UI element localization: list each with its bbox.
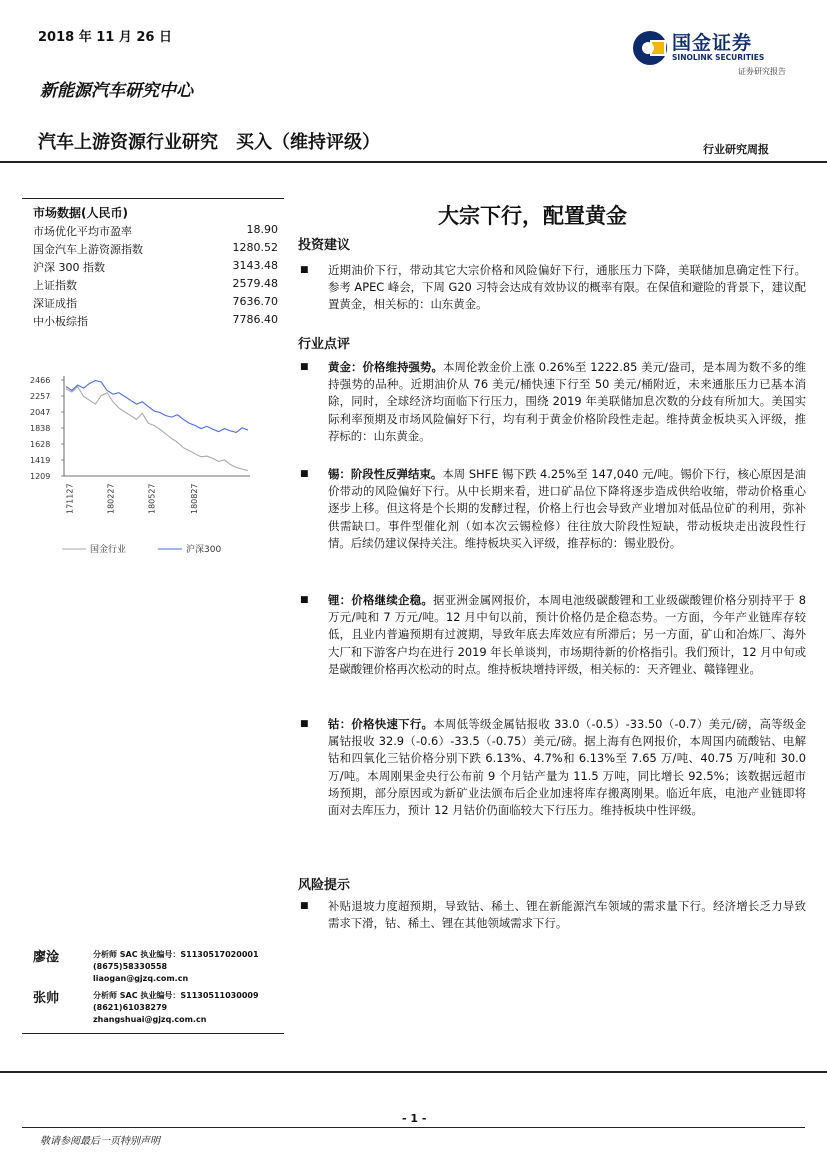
market-row xyxy=(33,277,278,293)
item-text: 本周低等级金属钴报收 33.0（-0.5）-33.50（-0.7）美元/磅，高等级金属钴报收 32.9（-0.6）-33.5（-0.75）美元/磅。据上海有色网报价，本周国内硫酸钴、电解钴和四氧化三钴价格分别下跌 6.13%、4.7%和 6.13%至 7.65 万/吨、40.75 万/吨和 30.0 万/吨。本周刚果金央行公布前 9 个月钴产量为 11.5 万吨，同比增长 92.5%；该数据远超市场预期，部分原因或为新矿业法颁布后企业加速将库存搬离刚果。临近年底，电池产业链即将面对去库压力，预计 12 月钴价仍面临较大下行压力。维持板块中性评级。 xyxy=(328,717,806,818)
y-tick-label: 1838 xyxy=(30,424,51,433)
analyst-contact xyxy=(93,990,259,1026)
bullet-icon: ■ xyxy=(300,595,309,605)
market-row xyxy=(33,241,278,257)
market-value: 18.90 xyxy=(246,223,278,236)
bottom-rule xyxy=(0,1071,827,1073)
section-heading-industry: 行业点评 xyxy=(298,337,351,352)
analyst-email[interactable]: zhangshuai@gjzq.com.cn xyxy=(93,1015,207,1024)
report-title: 汽车上游资源行业研究 买入（维持评级） xyxy=(38,132,380,153)
item-lead: 黄金：价格维持强势。 xyxy=(328,360,444,374)
market-row xyxy=(33,259,278,275)
bullet-icon: ■ xyxy=(300,901,309,911)
analyst-name: 张帅 xyxy=(33,991,60,1006)
item-text: 据亚洲金属网报价，本周电池级碳酸锂和工业级碳酸锂价格分别持平于 8 万元/吨和 7 万元/吨。12 月中旬以前，预计价格仍是企稳态势。一方面，今年产业链库存较低，且业内普遍预期有过渡期，导致年底去库效应有所滞后；另一方面，矿山和冶炼厂、海外大厂和下游客户均在进行 2019 年长单谈判，市场期待新的价格指引。我们预计，12 月中旬或是碳酸锂价格再次松动的时点。维持板块增持评级，相关标的：天齐锂业、赣锋锂业。 xyxy=(328,593,806,676)
risk-paragraph xyxy=(300,898,806,932)
y-tick-label: 1419 xyxy=(30,456,51,465)
invest-paragraph xyxy=(300,262,806,314)
market-value: 1280.52 xyxy=(232,241,278,254)
y-tick-label: 2257 xyxy=(30,392,51,401)
y-tick-label: 1628 xyxy=(30,440,51,449)
industry-item xyxy=(300,359,806,445)
market-value: 7786.40 xyxy=(232,313,278,326)
bullet-icon: ■ xyxy=(300,719,309,729)
report-date: 2018 年 11 月 26 日 xyxy=(38,30,172,45)
main-title: 大宗下行，配置黄金 xyxy=(438,203,627,228)
item-text: 本周 SHFE 锡下跌 4.25%至 147,040 元/吨。锡价下行，核心原因是油价带动的风险偏好下行。从中长期来看，进口矿品位下降将逐步造成供给收缩，带动价格重心逐步上移。但这将是个长期的发酵过程，价格上行也会导致产业增加对低品位矿的利用，弥补供需缺口。事件型催化剂（如本次云锡检修）往往放大阶段性短缺，带动板块走出波段性行情。后续仍建议保持关注。维持板块买入评级，推荐标的：锡业股份。 xyxy=(328,467,806,550)
analyst-name: 廖淦 xyxy=(33,950,60,965)
market-data-title: 市场数据(人民币) xyxy=(33,206,128,220)
footer-disclaimer: 敬请参阅最后一页特别声明 xyxy=(40,1136,160,1147)
series-line-industry xyxy=(66,387,248,471)
section-heading-risk: 风险提示 xyxy=(298,878,351,893)
logo-english-name: SINOLINK SECURITIES xyxy=(672,53,765,62)
market-row xyxy=(33,313,278,329)
market-value: 2579.48 xyxy=(232,277,278,290)
analyst-sac: 分析师 SAC 执业编号：S1130511030009 xyxy=(93,991,259,1000)
market-value: 3143.48 xyxy=(232,259,278,272)
industry-item xyxy=(300,466,806,552)
report-type: 行业研究周报 xyxy=(703,143,769,156)
legend-label: 国金行业 xyxy=(90,545,127,555)
industry-item xyxy=(300,592,806,678)
analyst-phone: (8675)58330558 xyxy=(93,962,168,971)
market-row xyxy=(33,295,278,311)
x-tick-label: 171127 xyxy=(65,483,75,514)
industry-item xyxy=(300,716,806,819)
bullet-icon: ■ xyxy=(300,469,309,479)
y-tick-label: 2466 xyxy=(30,376,51,385)
logo-mark-icon xyxy=(630,28,670,68)
analyst-contact xyxy=(93,949,259,985)
market-value: 7636.70 xyxy=(232,295,278,308)
market-label: 国金汽车上游资源指数 xyxy=(33,243,143,256)
analyst-phone: (8621)61038279 xyxy=(93,1003,168,1012)
page-number: - 1 - xyxy=(402,1112,427,1125)
header-rule xyxy=(0,161,827,163)
item-lead: 锡：阶段性反弹结束。 xyxy=(328,467,443,481)
analyst-sac: 分析师 SAC 执业编号：S1130517020001 xyxy=(93,950,259,959)
series-line-csi300 xyxy=(66,381,248,433)
logo-chinese-name: 国金证券 xyxy=(672,32,753,54)
research-center: 新能源汽车研究中心 xyxy=(40,81,193,101)
market-label: 中小板综指 xyxy=(33,315,88,328)
logo-subtitle: 证券研究报告 xyxy=(738,67,786,76)
index-chart xyxy=(28,368,258,568)
invest-text: 近期油价下行，带动其它大宗价格和风险偏好下行，通胀压力下降，美联储加息确定性下行。参考 APEC 峰会，下周 G20 习特会达成有效协议的概率有限。在保值和避险的背景下，建议配置黄金，相关标的：山东黄金。 xyxy=(328,263,806,312)
bullet-icon: ■ xyxy=(300,265,309,275)
analyst-email[interactable]: liaogan@gjzq.com.cn xyxy=(93,974,189,983)
x-tick-label: 180227 xyxy=(106,483,116,514)
x-tick-label: 180527 xyxy=(147,483,157,514)
risk-text: 补贴退坡力度超预期，导致钴、稀土、锂在新能源汽车领域的需求量下行。经济增长乏力导致需求下滑，钴、稀土、锂在其他领域需求下行。 xyxy=(328,899,806,931)
section-heading-invest: 投资建议 xyxy=(298,238,351,253)
item-text: 本周伦敦金价上涨 0.26%至 1222.85 美元/盎司，是本周为数不多的维持强势的品种。近期油价从 76 美元/桶快速下行至 50 美元/桶附近，未来通胀压力已基本消除，同时，全球经济均面临下行压力，围绕 2019 年美联储加息次数的分歧有所加大。美国实际利率预期及市场风险偏好下行，均有利于黄金价格阶段性走起。维持黄金板块买入评级，推荐标的：山东黄金。 xyxy=(328,360,806,443)
market-label: 沪深 300 指数 xyxy=(33,261,105,274)
footer-rule xyxy=(22,1127,805,1128)
legend-label: 沪深300 xyxy=(186,545,222,555)
bullet-icon: ■ xyxy=(300,362,309,372)
market-row xyxy=(33,223,278,239)
y-tick-label: 2047 xyxy=(30,408,51,417)
item-lead: 锂：价格继续企稳。 xyxy=(328,593,434,607)
market-label: 深证成指 xyxy=(33,297,77,310)
item-lead: 钴：价格快速下行。 xyxy=(328,717,434,731)
market-label: 上证指数 xyxy=(33,279,77,292)
x-tick-label: 180827 xyxy=(190,483,200,514)
y-tick-label: 1209 xyxy=(30,472,51,481)
market-label: 市场优化平均市盈率 xyxy=(33,225,132,238)
